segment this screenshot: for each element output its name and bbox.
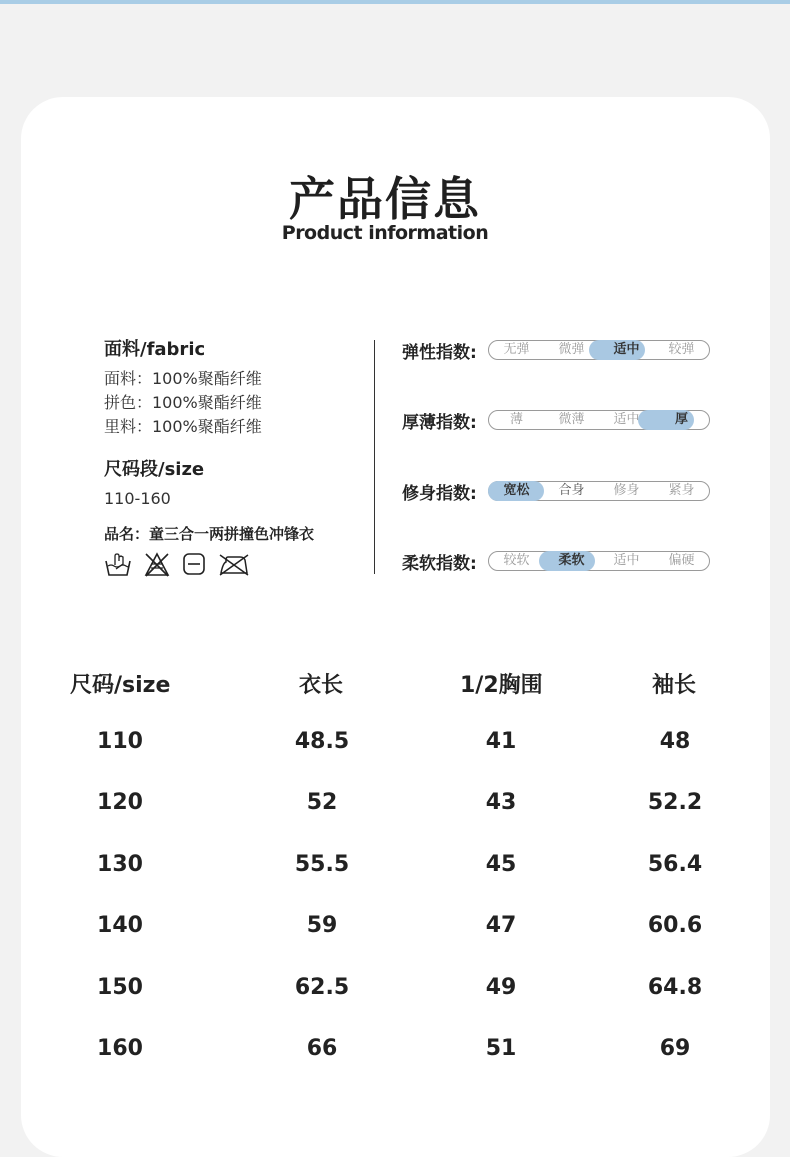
size-range-value: 110-160 — [104, 489, 171, 508]
table-cell: 120 — [97, 790, 143, 815]
table-cell: 66 — [306, 1036, 338, 1061]
table-cell: 150 — [97, 975, 143, 1000]
index-row-softness — [402, 550, 710, 572]
index-label: 弹性指数: — [402, 342, 477, 363]
no-iron-icon — [218, 552, 250, 576]
index-label: 厚薄指数: — [402, 412, 477, 433]
table-cell: 160 — [97, 1036, 143, 1061]
table-cell: 62.5 — [294, 975, 350, 1000]
fabric-line-main: 面料：100%聚酯纤维 — [104, 369, 262, 388]
fabric-heading: 面料/fabric — [104, 339, 206, 360]
page-subtitle: Product information — [281, 222, 489, 244]
index-option-selected: 厚 — [674, 412, 688, 427]
table-cell: 52 — [306, 790, 338, 815]
index-label: 柔软指数: — [402, 553, 477, 574]
index-row-fit — [402, 480, 710, 502]
table-cell: 64.8 — [647, 975, 703, 1000]
table-cell: 41 — [485, 729, 517, 754]
index-row-elasticity — [402, 339, 710, 361]
table-cell: 45 — [485, 852, 517, 877]
table-cell: 59 — [306, 913, 338, 938]
index-option: 修身 — [613, 483, 640, 498]
index-option-selected: 宽松 — [503, 483, 530, 498]
index-option: 合身 — [558, 483, 585, 498]
table-cell: 60.6 — [647, 913, 703, 938]
index-option-selected: 柔软 — [558, 553, 585, 568]
section-divider — [374, 340, 375, 574]
table-cell: 49 — [485, 975, 517, 1000]
index-option: 紧身 — [668, 483, 695, 498]
index-option: 薄 — [509, 412, 523, 427]
index-option: 较软 — [503, 553, 530, 568]
index-label: 修身指数: — [402, 483, 477, 504]
index-option: 微薄 — [558, 412, 585, 427]
top-accent-bar — [0, 0, 790, 4]
index-option: 偏硬 — [668, 553, 695, 568]
dry-flat-icon — [182, 552, 206, 576]
hand-wash-icon — [104, 552, 132, 578]
table-header-size: 尺码/size — [70, 673, 171, 698]
index-scale — [488, 410, 710, 430]
table-cell: 140 — [97, 913, 143, 938]
size-range-heading: 尺码段/size — [104, 459, 205, 480]
index-option-selected: 适中 — [613, 342, 640, 357]
table-cell: 48 — [659, 729, 691, 754]
table-cell: 110 — [97, 729, 143, 754]
index-option: 微弹 — [558, 342, 585, 357]
fabric-info — [104, 335, 366, 578]
product-name: 品名：童三合一两拼撞色冲锋衣 — [104, 525, 315, 543]
index-option: 无弹 — [503, 342, 530, 357]
index-scale — [488, 551, 710, 571]
index-row-thickness — [402, 409, 710, 431]
index-scale — [488, 340, 710, 360]
table-cell: 56.4 — [647, 852, 703, 877]
index-option: 适中 — [613, 553, 640, 568]
table-cell: 47 — [485, 913, 517, 938]
no-bleach-icon — [144, 552, 170, 578]
table-cell: 43 — [485, 790, 517, 815]
table-header-sleeve: 袖长 — [652, 673, 697, 698]
index-option: 适中 — [613, 412, 640, 427]
fabric-line-lining: 里料：100%聚酯纤维 — [104, 417, 262, 436]
page-title: 产品信息 — [289, 172, 481, 226]
fabric-line-contrast: 拼色：100%聚酯纤维 — [104, 393, 262, 412]
table-header-length: 衣长 — [299, 673, 344, 698]
table-cell: 55.5 — [294, 852, 350, 877]
table-cell: 130 — [97, 852, 143, 877]
index-scale — [488, 481, 710, 501]
table-cell: 48.5 — [294, 729, 350, 754]
table-header-chest: 1/2胸围 — [460, 673, 543, 698]
care-icons — [104, 552, 366, 578]
table-cell: 69 — [659, 1036, 691, 1061]
table-cell: 51 — [485, 1036, 517, 1061]
table-cell: 52.2 — [647, 790, 703, 815]
index-option: 较弹 — [668, 342, 695, 357]
